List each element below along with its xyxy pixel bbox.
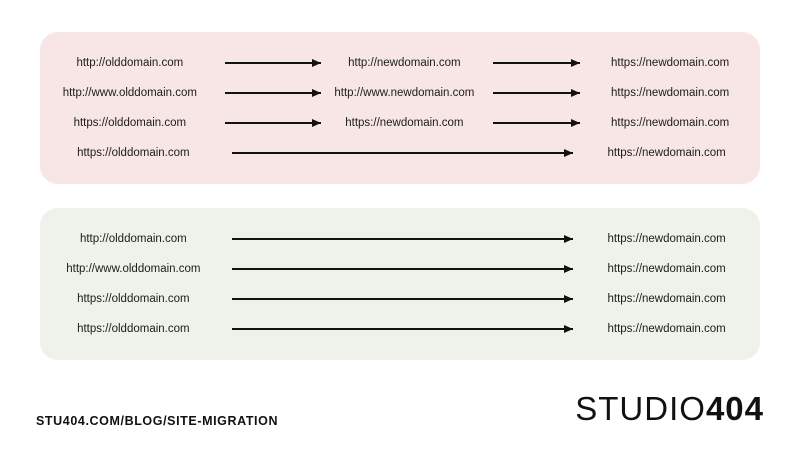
redirect-row <box>40 48 760 78</box>
arrow-icon <box>493 118 581 128</box>
redirect-row <box>40 138 760 168</box>
panel-chained-redirects <box>40 32 760 184</box>
destination-url: https://newdomain.com <box>611 117 730 129</box>
source-url: http://olddomain.com <box>79 233 187 245</box>
destination-url: https://newdomain.com <box>607 147 726 159</box>
destination-url: https://newdomain.com <box>607 263 726 275</box>
arrow-icon <box>493 58 581 68</box>
redirect-row <box>40 254 760 284</box>
redirect-row-group <box>40 208 760 360</box>
redirect-row <box>40 284 760 314</box>
destination-url: https://newdomain.com <box>607 233 726 245</box>
arrow-icon <box>232 234 574 244</box>
destination-url: https://newdomain.com <box>611 87 730 99</box>
redirect-row <box>40 108 760 138</box>
destination-url: https://newdomain.com <box>607 293 726 305</box>
source-url: https://olddomain.com <box>77 323 190 335</box>
source-url: https://olddomain.com <box>73 117 187 129</box>
intermediate-url: http://newdomain.com <box>348 57 461 69</box>
destination-url: https://newdomain.com <box>611 57 730 69</box>
redirect-row <box>40 314 760 344</box>
footer-url: STU404.COM/BLOG/SITE-MIGRATION <box>36 414 279 428</box>
arrow-icon <box>232 148 574 158</box>
source-url: https://olddomain.com <box>77 147 190 159</box>
source-url: http://www.olddomain.com <box>66 263 201 275</box>
arrow-icon <box>232 294 574 304</box>
logo-word-studio: STUDIO <box>575 390 706 427</box>
arrow-icon <box>232 264 574 274</box>
source-url: http://www.olddomain.com <box>62 87 197 99</box>
redirect-row-group <box>40 32 760 184</box>
redirect-row <box>40 78 760 108</box>
panel-direct-redirects <box>40 208 760 360</box>
arrow-icon <box>225 118 321 128</box>
source-url: https://olddomain.com <box>77 293 190 305</box>
arrow-icon <box>232 324 574 334</box>
destination-url: https://newdomain.com <box>607 323 726 335</box>
arrow-icon <box>225 88 321 98</box>
redirect-row <box>40 224 760 254</box>
intermediate-url: http://www.newdomain.com <box>334 87 475 99</box>
source-url: http://olddomain.com <box>76 57 184 69</box>
arrow-icon <box>493 88 581 98</box>
logo-word-404: 404 <box>705 390 764 427</box>
intermediate-url: https://newdomain.com <box>345 117 464 129</box>
arrow-icon <box>225 58 321 68</box>
studio404-logo <box>575 392 764 425</box>
